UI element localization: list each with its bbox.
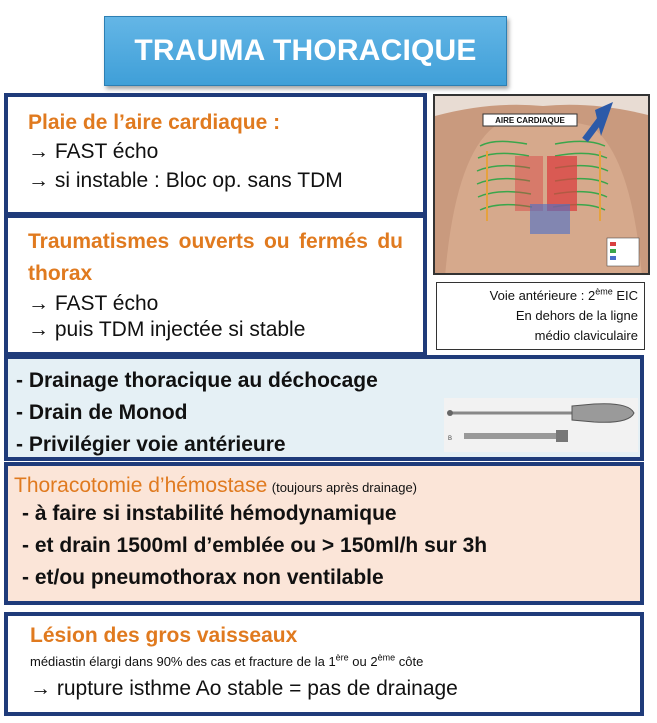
drain-illustration: [444, 398, 638, 452]
thoracotomie-heading: Thoracotomie d’hémostase: [14, 474, 268, 497]
trauma-heading: Traumatismes ouverts ou fermés du thorax: [28, 230, 403, 285]
plaie-heading: Plaie de l’aire cardiaque :: [28, 111, 281, 134]
trauma-line-2: → puis TDM injectée si stable: [28, 318, 306, 341]
arrow-icon: →: [28, 169, 49, 192]
drainage-line-1: - Drainage thoracique au déchocage: [16, 369, 378, 392]
trauma-line-1: → FAST écho: [28, 292, 159, 315]
arrow-icon: →: [28, 140, 49, 163]
drain-de-monod-image: [444, 398, 638, 452]
voie-anterieure-caption: [436, 282, 645, 350]
lesion-section: [4, 612, 644, 716]
trauma-section: [4, 214, 427, 356]
page-title: TRAUMA THORACIQUE: [134, 34, 477, 67]
chest-anatomy-image: [433, 94, 650, 275]
thoracotomie-note: (toujours après drainage): [271, 480, 417, 495]
thoracotomie-section: [4, 462, 644, 605]
arrow-icon: →: [30, 677, 51, 700]
chest-illustration: [435, 96, 650, 275]
plaie-line-1: → FAST écho: [28, 140, 159, 163]
arrow-icon: →: [28, 292, 49, 315]
drainage-line-3: - Privilégier voie antérieure: [16, 433, 286, 456]
caption-line-1: Voie antérieure : 2ème EIC: [489, 286, 638, 303]
thoracotomie-line-3: - et/ou pneumothorax non ventilable: [22, 566, 384, 589]
thoracotomie-line-1: - à faire si instabilité hémodynamique: [22, 502, 397, 525]
caption-line-3: médio claviculaire: [534, 328, 638, 343]
plaie-section: [4, 93, 427, 216]
drainage-line-2: - Drain de Monod: [16, 401, 188, 424]
lesion-heading: Lésion des gros vaisseaux: [30, 624, 298, 647]
title-banner: [104, 16, 507, 86]
thoracotomie-header: [14, 474, 640, 498]
arrow-icon: →: [28, 318, 49, 341]
thoracotomie-line-2: - et drain 1500ml d’emblée ou > 150ml/h sur 3h: [22, 534, 488, 557]
plaie-line-2: → si instable : Bloc op. sans TDM: [28, 169, 343, 192]
photo-label: AIRE CARDIAQUE: [495, 116, 565, 125]
lesion-conclusion: → rupture isthme Ao stable = pas de drainage: [30, 677, 458, 700]
svg-text:B: B: [448, 436, 453, 442]
caption-line-2: En dehors de la ligne: [515, 308, 638, 323]
lesion-detail: médiastin élargi dans 90% des cas et fracture de la 1ère ou 2ème côte: [30, 652, 424, 669]
